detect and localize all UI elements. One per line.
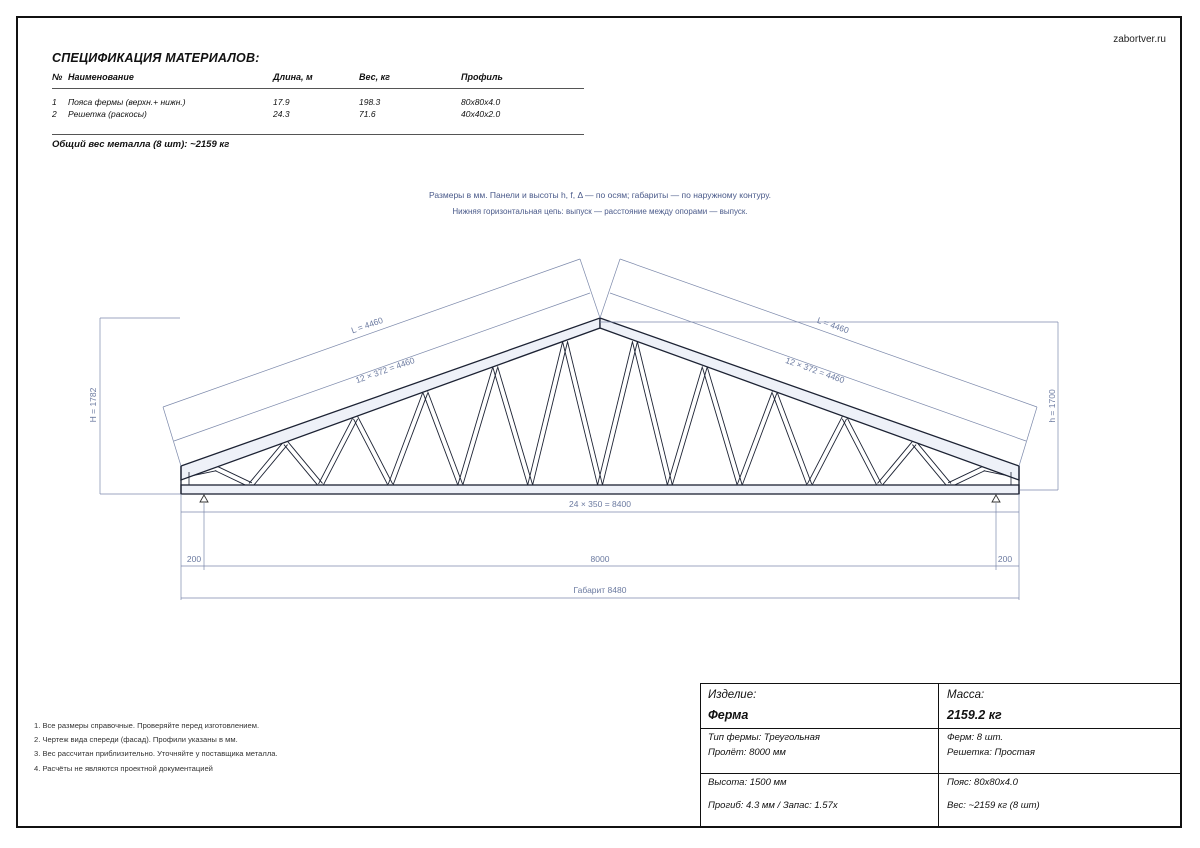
deflection-value: Прогиб: 4.3 мм / Запас: 1.57x bbox=[708, 800, 838, 811]
truss-lattice bbox=[189, 341, 1012, 487]
spec-cell: 80x80x4.0 bbox=[461, 97, 501, 107]
spec-header-num: № bbox=[52, 72, 63, 82]
web-member bbox=[353, 419, 388, 486]
dimension-note: Размеры в мм. Панели и высоты h, f, Δ — по осям; габариты — по наружному контуру. bbox=[428, 190, 772, 200]
web-member bbox=[668, 366, 703, 484]
web-member bbox=[493, 368, 528, 486]
left-panels-label: 12 × 372 = 4460 bbox=[354, 355, 416, 386]
spec-title: СПЕЦИФИКАЦИЯ МАТЕРИАЛОВ: bbox=[52, 51, 260, 65]
web-member bbox=[807, 417, 842, 484]
chain-note: Нижняя горизонтальная цепь: выпуск — расстояние между опорами — выпуск. bbox=[452, 207, 748, 216]
total-weight: Вес: ~2159 кг (8 шт) bbox=[947, 800, 1040, 811]
product-value: Ферма bbox=[708, 708, 749, 722]
height-value: Высота: 1500 мм bbox=[708, 777, 787, 788]
spec-cell: 1 bbox=[52, 97, 57, 107]
web-member bbox=[498, 366, 533, 484]
top-chord-right bbox=[600, 318, 1019, 480]
spec-cell: 2 bbox=[52, 109, 57, 119]
web-member bbox=[423, 393, 458, 486]
web-member bbox=[633, 342, 668, 485]
footnote: 2. Чертеж вида спереди (фасад). Профили указаны в мм. bbox=[34, 735, 238, 745]
web-member bbox=[463, 368, 498, 486]
web-member bbox=[288, 441, 323, 483]
web-member bbox=[812, 419, 847, 486]
web-member bbox=[567, 341, 602, 484]
web-member bbox=[532, 342, 567, 485]
lattice-type: Решетка: Простая bbox=[947, 747, 1035, 758]
site-label: zabortver.ru bbox=[1113, 34, 1166, 45]
web-member bbox=[948, 466, 983, 483]
mass-label: Масса: bbox=[947, 689, 985, 701]
web-member bbox=[842, 419, 877, 486]
web-member bbox=[388, 391, 423, 484]
spec-cell: Решетка (раскосы) bbox=[68, 109, 147, 119]
support-right bbox=[992, 495, 1000, 502]
web-member bbox=[458, 366, 493, 484]
spec-cell: 24.3 bbox=[273, 109, 290, 119]
left-slope-length: L = 4460 bbox=[349, 314, 385, 336]
spec-cell: 198.3 bbox=[359, 97, 381, 107]
spec-cell: Пояса фермы (верхн.+ нижн.) bbox=[68, 97, 186, 107]
web-member bbox=[637, 341, 672, 484]
footnote: 4. Расчёты не являются проектной документацией bbox=[34, 763, 213, 773]
web-member bbox=[877, 441, 912, 483]
right-panels-label: 12 × 372 = 4460 bbox=[784, 355, 846, 386]
web-member bbox=[702, 368, 737, 486]
web-member bbox=[217, 466, 252, 483]
spec-header-profile: Профиль bbox=[461, 72, 503, 82]
title-block bbox=[700, 683, 1181, 828]
spec-total: Общий вес металла (8 шт): ~2159 кг bbox=[52, 139, 230, 150]
truss-type: Тип фермы: Треугольная bbox=[708, 732, 821, 743]
span-label: 8000 bbox=[590, 554, 610, 564]
height-right-label: h = 1700 bbox=[1047, 389, 1057, 423]
web-member bbox=[358, 417, 393, 484]
spec-header-weight: Вес, кг bbox=[359, 72, 390, 82]
support-left bbox=[200, 495, 208, 502]
footnote: 1. Все размеры справочные. Проверяйте перед изготовлением. bbox=[34, 721, 260, 730]
span-value: Пролёт: 8000 мм bbox=[708, 747, 786, 758]
overhang-left-label: 200 bbox=[186, 554, 202, 564]
height-left-label: H = 1782 bbox=[88, 387, 98, 423]
mass-value: 2159.2 кг bbox=[947, 708, 1002, 722]
web-member bbox=[707, 366, 742, 484]
web-member bbox=[528, 341, 563, 484]
overhang-right-label: 200 bbox=[997, 554, 1013, 564]
web-member bbox=[772, 393, 807, 486]
truss-count: Ферм: 8 шт. bbox=[947, 732, 1004, 743]
top-chord-left bbox=[181, 318, 600, 480]
spec-cell: 40x40x2.0 bbox=[461, 109, 501, 119]
web-member bbox=[881, 445, 916, 487]
web-member bbox=[563, 342, 598, 485]
web-member bbox=[777, 391, 812, 484]
bottom-chord bbox=[181, 485, 1019, 494]
footnote: 3. Вес рассчитан приблизительно. Уточняйте у поставщика металла. bbox=[34, 749, 278, 759]
right-slope-length: L = 4460 bbox=[815, 314, 851, 336]
web-member bbox=[672, 368, 707, 486]
product-label: Изделие: bbox=[708, 689, 757, 701]
bottom-panels-label: 24 × 350 = 8400 bbox=[569, 499, 631, 509]
overall-label: Габарит 8480 bbox=[573, 585, 627, 595]
web-member bbox=[598, 341, 633, 484]
chord-profile: Пояс: 80x80x4.0 bbox=[947, 777, 1018, 788]
web-member bbox=[428, 391, 463, 484]
web-member bbox=[737, 391, 772, 484]
spec-header-length: Длина, м bbox=[273, 72, 313, 82]
spec-cell: 17.9 bbox=[273, 97, 290, 107]
web-member bbox=[284, 445, 319, 487]
web-member bbox=[323, 419, 358, 486]
web-member bbox=[602, 342, 637, 485]
spec-cell: 71.6 bbox=[359, 109, 376, 119]
spec-header-name: Наименование bbox=[68, 72, 134, 82]
web-member bbox=[393, 393, 428, 486]
web-member bbox=[742, 393, 777, 486]
footnotes bbox=[34, 719, 278, 776]
